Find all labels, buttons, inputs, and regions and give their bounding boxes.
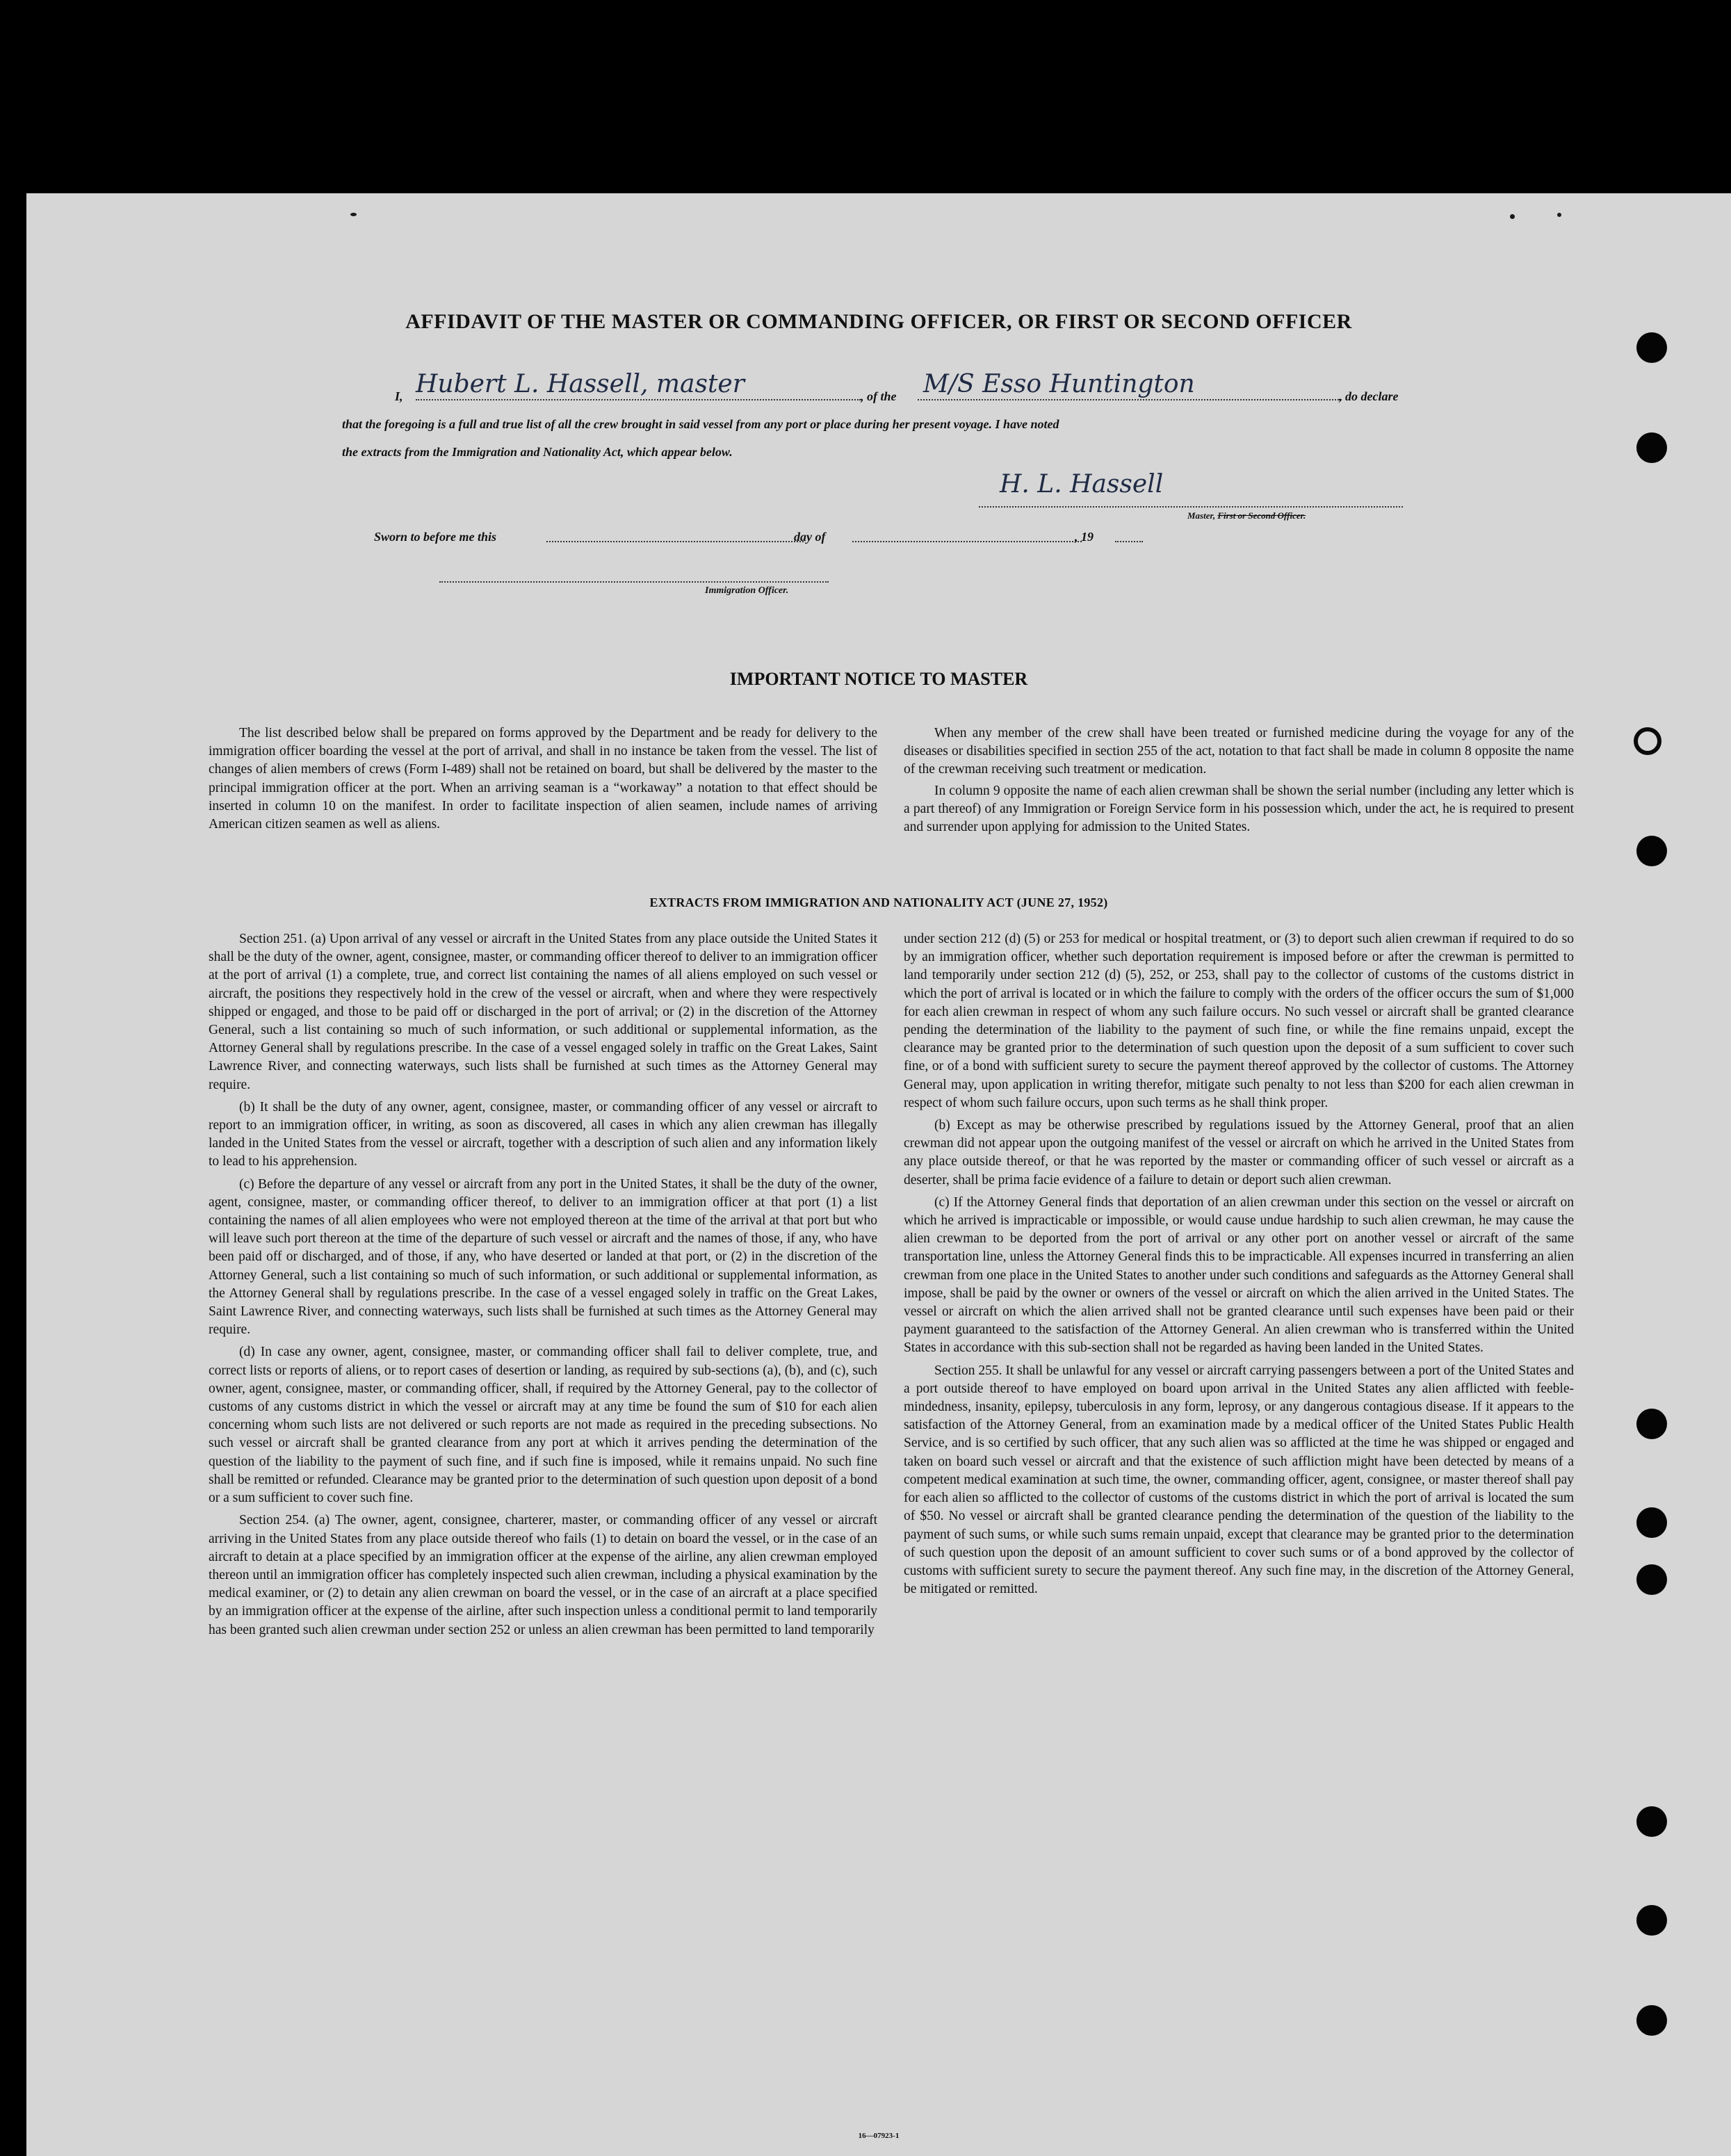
binder-hole (1636, 1564, 1667, 1595)
caption-struck-officer: First or Second Officer. (1217, 510, 1306, 521)
of-the-label: , of the (861, 389, 897, 403)
notice-title: IMPORTANT NOTICE TO MASTER (729, 669, 1028, 689)
binder-hole (1636, 1507, 1667, 1538)
sworn-month-line (852, 541, 1082, 542)
extracts-title: EXTRACTS FROM IMMIGRATION AND NATIONALITY ACT (JUNE 27, 1952) (649, 895, 1108, 909)
clip-mark-icon (1634, 727, 1661, 755)
notice-left-paragraph: The list described below shall be prepared on forms approved by the Department and be ready for delivery to the immigration officer boarding the vessel at the port of arrival, and shall in no instance be taken from the vessel. The list of changes of alien members of crews (Form I-489) shall not be retained on board, but shall be delivered by the master to the principal immigration officer at the port. When an arriving seaman is a “workaway” a notation to that effect should be inserted in column 10 on the manifest. In order to facilitate inspection of alien seamen, include names of arriving American citizen seamen as well as aliens. (209, 726, 877, 832)
speck (1510, 214, 1515, 219)
do-declare-label: , do declare (1339, 389, 1399, 403)
section-251-a: Section 251. (a) Upon arrival of any vessel or aircraft in the United States from any place outside the United States it shall be the duty of the owner, agent, consignee, master, or commanding officer thereof to deliver to an immigration officer at the port of arrival (1) a complete, true, and correct list containing the names of all aliens employed on such vessel or aircraft, the positions they respectively hold in the crew of the vessel or aircraft, when and where they were respectively shipped or engaged, and those to be paid off or discharged in the port of arrival; or (2) in the discretion of the Attorney General, such a list containing so much of such information, or such additional or supplemental information, as the Attorney General shall by regulations prescribe. In the case of a vessel engaged solely in traffic on the Great Lakes, Saint Lawrence River, and connecting waterways, such lists shall be furnished at such times as the Attorney General may require. (209, 932, 877, 1092)
signer-name: Hubert L. Hassell, master (416, 370, 745, 398)
binder-hole (1636, 432, 1667, 463)
declaration-line-1: that the foregoing is a full and true list of all the crew brought in said vessel from any port or place during her present voyage. I have noted (342, 417, 1059, 431)
sworn-day-line (546, 541, 804, 542)
section-254-c: (c) If the Attorney General finds that deportation of an alien crewman under this section on the vessel or aircraft on which he arrived is impracticable or impossible, or would cause undue hardship to such alien crewman, he may cause the alien crewman to be deported from the port of arrival or any other port on another vessel or aircraft of the same transportation line, unless the Attorney General finds this to be impracticable. All expenses incurred in transferring an alien crewman from one place in the United States to another under such conditions and safeguards as the Attorney General shall impose, shall be paid by the owner or owners of the vessel or aircraft on which the alien arrived in the United States. The vessel or aircraft on which the alien arrived shall not be granted clearance until such expenses have been paid or their payment guaranteed to the satisfaction of the Attorney General. An alien crewman who is transferred within the United States in accordance with this sub-section shall not be regarded as having been landed in the United States. (904, 1194, 1574, 1356)
notice-right-column (904, 724, 1574, 836)
notice-right-paragraph-2: In column 9 opposite the name of each alien crewman shall be shown the serial number (including any letter which is a part thereof) of any Immigration or Foreign Service form in his possession which, under the act, he is required to present and surrender upon applying for admission to the United States. (904, 783, 1574, 835)
sworn-year-line (1115, 541, 1143, 542)
form-code: 16—07923-1 (858, 2132, 900, 2140)
signature-caption (1187, 510, 1306, 521)
vessel-name-line (918, 399, 1342, 400)
i-label: I, (395, 389, 403, 403)
section-254-a: Section 254. (a) The owner, agent, consignee, charterer, master, or commanding officer of any vessel or aircraft arriving in the United States from any place outside thereof who fails (1) to detain on board the vessel, or in the case of an aircraft to detain at a place specified by an immigration officer at the expense of the airline, any alien crewman employed thereon until an immigration officer has completely inspected such alien crewman, including a physical examination by the medical examiner, or (2) to detain any alien crewman on board the vessel, or in the case of an aircraft at a place specified by an immigration officer at the expense of the airline, after such inspection unless a conditional permit to land temporarily has been granted such alien crewman under section 252 or unless an alien crewman has been permitted to land temporarily (209, 1513, 877, 1637)
section-254-b: (b) Except as may be otherwise prescribed by regulations issued by the Attorney General, proof that an alien crewman did not appear upon the outgoing manifest of the vessel or aircraft on which he arrived in the United States from any place outside thereof, or that he was reported by the master or commanding officer of such vessel or aircraft as a deserter, shall be prima facie evidence of a failure to detain or deport such alien crewman. (904, 1118, 1574, 1188)
sworn-label: Sworn to before me this (374, 530, 497, 544)
binder-hole (1636, 1409, 1667, 1439)
binder-hole (1636, 1905, 1667, 1936)
signer-name-line (416, 399, 861, 400)
notice-right-paragraph-1: When any member of the crew shall have been treated or furnished medicine during the voyage for any of the diseases or disabilities specified in section 255 of the act, notation to that fact shall be made in column 8 opposite the name of the crewman receiving such treatment or medication. (904, 726, 1574, 777)
speck (1557, 213, 1561, 217)
section-255: Section 255. It shall be unlawful for any vessel or aircraft carrying passengers between a port of the United States and a port outside thereof to have employed on board upon arrival in the United States any alien afflicted with feeble-mindedness, insanity, epilepsy, tuberculosis in any form, leprosy, or any dangerous contagious disease. If it appears to the satisfaction of the Attorney General, from an examination made by a medical officer of the United States Public Health Service, and is so certified by such officer, that any such alien was so afflicted at the time he was shipped or engaged and taken on board such vessel or aircraft and that the existence of such affliction might have been detected by means of a competent medical examination at such time, the owner, commanding officer, agent, consignee, or master thereof shall pay for each alien so afflicted to the collector of customs of the customs district in which the port of arrival is located the sum of $50. No vessel or aircraft shall be granted clearance pending the determination of the question of the liability to the payment of such sums, or while such sums remain unpaid, except that clearance may be granted prior to the determination of such question upon the deposit of an amount sufficient to cover such sums or of a bond approved by the collector of customs with sufficient surety to secure the payment thereof. Any such fine may, in the discretion of the Attorney General, be mitigated or remitted. (904, 1363, 1574, 1597)
vessel-name: M/S Esso Huntington (923, 370, 1195, 398)
signature-line (979, 506, 1403, 508)
binder-hole (1636, 1806, 1667, 1837)
year-prefix: , 19 (1075, 530, 1094, 544)
section-251-c: (c) Before the departure of any vessel or aircraft from any port in the United States, it shall be the duty of the owner, agent, consignee, master, or commanding officer thereof, to deliver to an immigration officer at that port (1) a list containing the names of all alien employees who were not employed thereon at the time of the arrival at that port but who will leave such port thereon at the time of the departure of such vessel or aircraft and the names of those, if any, who have been paid off or discharged, and of those, if any, who have deserted or landed at that port, or (2) in the discretion of the Attorney General, such a list containing so much of such information, or such additional or supplemental information, as the Attorney General shall by regulations prescribe. In the case of a vessel engaged solely in traffic on the Great Lakes, Saint Lawrence River, and connecting waterways, such lists shall be furnished at such times as the Attorney General may require. (209, 1176, 877, 1338)
extracts-left-column (209, 930, 877, 1644)
immigration-officer-line (439, 581, 829, 583)
master-signature: H. L. Hassell (1000, 470, 1164, 499)
binder-hole (1636, 836, 1667, 866)
extracts-right-column (904, 930, 1574, 1603)
speck (350, 213, 357, 216)
section-251-b: (b) It shall be the duty of any owner, agent, consignee, master, or commanding officer of any vessel or aircraft to report to an immigration officer, in writing, as soon as discovered, all cases in which any alien crewman has illegally landed in the United States from the vessel or aircraft, together with a description of such alien and any information likely to lead to his apprehension. (209, 1099, 877, 1169)
section-254-a-continued: under section 212 (d) (5) or 253 for medical or hospital treatment, or (3) to deport such alien crewman if required to do so by an immigration officer, whether such deportation requirement is imposed before or after the crewman is permitted to land temporarily under section 212 (d) (5), 252, or 253, shall pay to the collector of customs of the customs district in which the port of arrival is located or in which the failure to comply with the orders of the officer occurs the sum of $1,000 for each alien crewman in respect of whom any such failure occurs. No such vessel or aircraft shall be granted clearance pending the determination of the liability to the payment of such fine, or while the fine remains unpaid, except the clearance may be granted prior to the determination of such question upon the deposit of a sum sufficient to cover such fine, or of a bond with sufficient surety to secure the payment thereof approved by the collector of customs. The Attorney General may, upon application in writing therefor, mitigate such penalty to not less than $200 for each alien crewman in respect of whom such failure occurs, upon such terms as he shall think proper. (904, 932, 1574, 1110)
affidavit-title: AFFIDAVIT OF THE MASTER OR COMMANDING OFFICER, OR FIRST OR SECOND OFFICER (405, 310, 1352, 333)
document-page (26, 193, 1731, 2156)
day-of-label: day of (794, 530, 826, 544)
notice-left-column (209, 724, 877, 834)
declaration-line-2: the extracts from the Immigration and Nationality Act, which appear below. (342, 445, 733, 459)
caption-master: Master, (1187, 510, 1216, 521)
binder-hole (1636, 332, 1667, 363)
immigration-officer-label: Immigration Officer. (705, 585, 789, 596)
binder-hole (1636, 2005, 1667, 2036)
section-251-d: (d) In case any owner, agent, consignee, master, or commanding officer shall fail to deliver complete, true, and correct lists or reports of aliens, or to report cases of desertion or landing, as required by sub-sections (a), (b), and (c), such owner, agent, consignee, master, or commanding officer, shall, if required by the Attorney General, pay to the collector of customs of any customs district in which the vessel or aircraft may at any time be found the sum of $10 for each alien concerning whom such lists are not delivered or such reports are not made as required in the preceding subsections. No such vessel or aircraft shall be granted clearance from any port at which it arrives pending the determination of the question of the liability to the payment of such fine, and if such fine is imposed, while it remains unpaid. No such fine shall be remitted or refunded. Clearance may be granted prior to the determination of such question upon deposit of a bond or a sum sufficient to cover such fine. (209, 1345, 877, 1506)
